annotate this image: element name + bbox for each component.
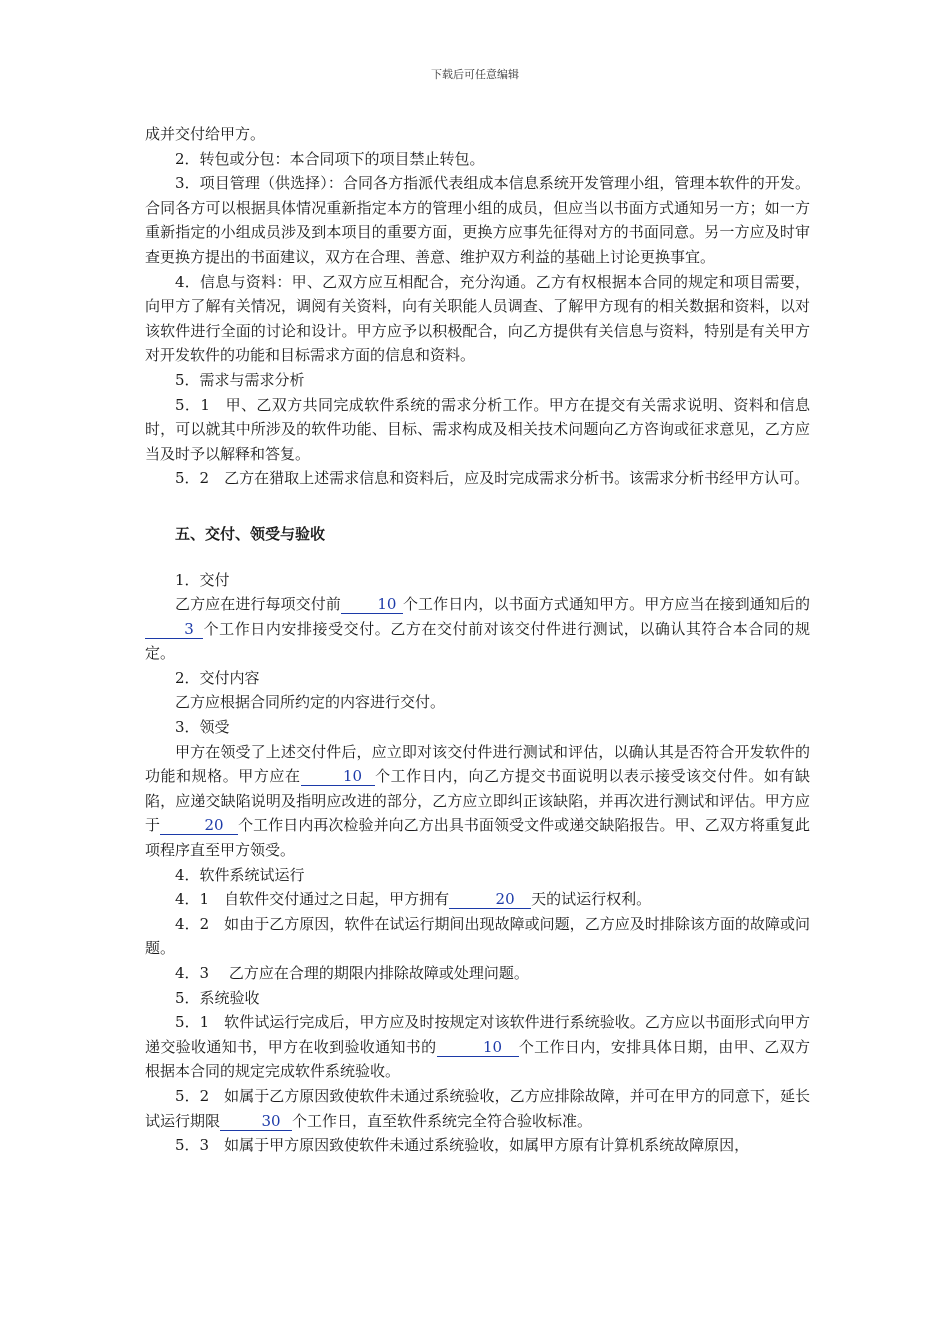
- blank-extension-days: 30: [220, 1112, 292, 1131]
- delivery-content-title: 2．交付内容: [175, 668, 260, 687]
- paragraph-project-management: 3．项目管理（供选择）：合同各方指派代表组成本信息系统开发管理小组，管理本软件的开发。合同各方可以根据具体情况重新指定本方的管理小组的成员，但应当以书面方式通知另一方；如一方重新指定的小组成员涉及到本项目的重要方面，更换方应事先征得对方的书面同意。另一方应及时审查更换方提出的书面建议，双方在合理、善意、维护双方利益的基础上讨论更换事宜。: [145, 174, 810, 266]
- trial-run-4-2: 4．2 如由于乙方原因，软件在试运行期间出现故障或问题，乙方应及时排除该方面的故障或问题。: [145, 914, 810, 958]
- page-header: 下载后可任意编辑: [431, 68, 519, 81]
- trial-run-title: 4．软件系统试运行: [175, 865, 305, 884]
- delivery-title: 1．交付: [175, 570, 230, 589]
- paragraph-continuation: 成并交付给甲方。: [145, 125, 266, 143]
- section-heading: 五、交付、领受与验收: [175, 524, 326, 543]
- blank-recheck-days: 20: [160, 816, 238, 835]
- trial-run-4-1: 4．1 自软件交付通过之日起，甲方拥有 20 天的试运行权利。: [175, 890, 652, 909]
- receipt-text: 甲方在领受了上述交付件后，应立即对该交付件进行测试和评估，以确认其是否符合开发软件的功能和规格。甲方应在 10 个工作日内，向乙方提交书面说明以表示接受该交付件。如有缺陷，应递交缺陷说明及指明应改进的部分，乙方应立即纠正该缺陷，并再次进行测试和评估。甲方应于 20 个工作日内再次检验并向乙方出具书面领受文件或递交缺陷报告。甲、乙双方将重复此项程序直至甲方领受。: [145, 742, 810, 860]
- blank-trial-days: 20: [449, 890, 531, 909]
- delivery-text: 乙方应在进行每项交付前 10 个工作日内，以书面方式通知甲方。甲方应当在接到通知后的3 个工作日内安排接受交付。乙方在交付前对该交付件进行测试，以确认其符合本合同的规定。: [145, 595, 810, 663]
- blank-acceptance-days: 10: [437, 1038, 519, 1057]
- acceptance-title: 5．系统验收: [175, 988, 260, 1007]
- blank-receipt-days: 10: [301, 767, 375, 786]
- blank-accept-days: 3: [145, 620, 203, 639]
- trial-run-4-3: 4．3 乙方应在合理的期限内排除故障或处理问题。: [175, 964, 529, 982]
- blank-delivery-notice-days: 10: [341, 595, 403, 614]
- paragraph-information: 4．信息与资料：甲、乙双方应互相配合，充分沟通。乙方有权根据本合同的规定和项目需要，向甲方了解有关情况，调阅有关资料，向有关职能人员调查、了解甲方现有的相关数据和资料，以对该软件进行全面的讨论和设计。甲方应予以积极配合，向乙方提供有关信息与资料，特别是有关甲方对开发软件的功能和目标需求方面的信息和资料。: [145, 272, 810, 365]
- paragraph-requirements-5-1: 5．1 甲、乙双方共同完成软件系统的需求分析工作。甲方在提交有关需求说明、资料和信息时，可以就其中所涉及的软件功能、目标、需求构成及相关技术问题向乙方咨询或征求意见，乙方应当及时予以解释和答复。: [145, 395, 810, 463]
- paragraph-requirements-title: 5．需求与需求分析: [175, 370, 305, 389]
- acceptance-5-2: 5．2 如属于乙方原因致使软件未通过系统验收，乙方应排除故障，并可在甲方的同意下，延长试运行期限 30 个工作日，直至软件系统完全符合验收标准。: [145, 1086, 810, 1130]
- paragraph-requirements-5-2: 5．2 乙方在猎取上述需求信息和资料后，应及时完成需求分析书。该需求分析书经甲方认可。: [175, 469, 810, 488]
- receipt-title: 3．领受: [175, 718, 230, 737]
- delivery-content-text: 乙方应根据合同所约定的内容进行交付。: [175, 693, 446, 712]
- document-body: [145, 122, 810, 1158]
- paragraph-subcontract: 2．转包或分包：本合同项下的项目禁止转包。: [175, 149, 485, 168]
- acceptance-5-3: 5．3 如属于甲方原因致使软件未通过系统验收，如属甲方原有计算机系统故障原因，: [175, 1136, 750, 1155]
- acceptance-5-1: 5．1 软件试运行完成后，甲方应及时按规定对该软件进行系统验收。乙方应以书面形式向甲方递交验收通知书，甲方在收到验收通知书的 10 个工作日内，安排具体日期，由甲、乙双方根据本合同的规定完成软件系统验收。: [145, 1013, 810, 1081]
